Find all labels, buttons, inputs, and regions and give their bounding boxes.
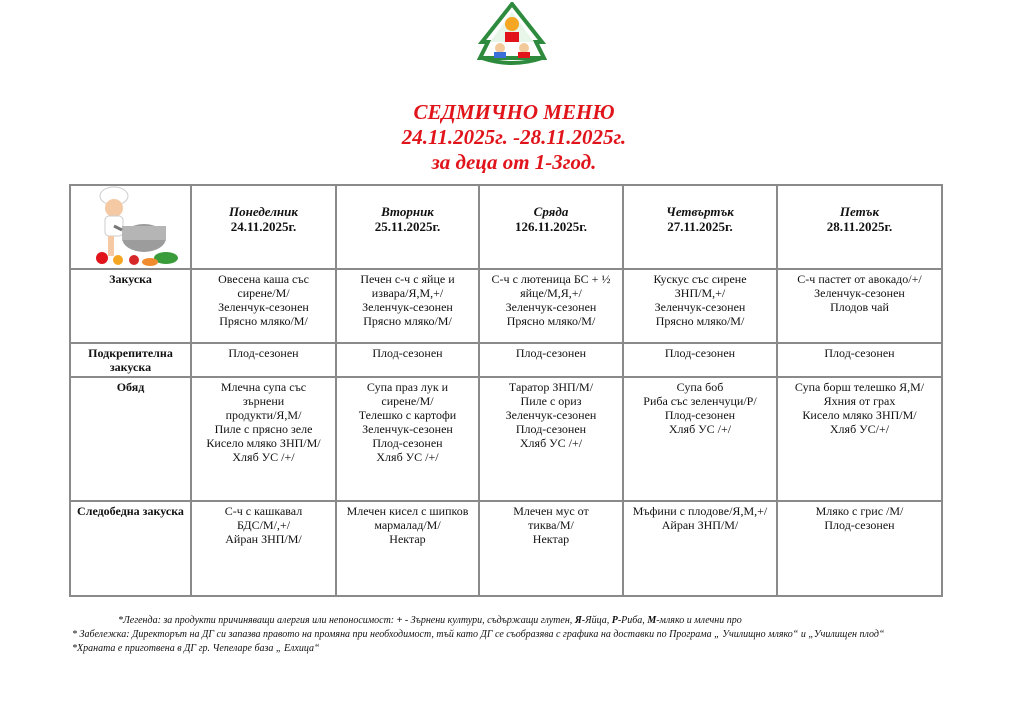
dish-line: Пиле с прясно зеле [214, 422, 313, 436]
dish-line: Супа праз лук и [366, 380, 449, 394]
dish-line: яйце/М,Я,+/ [520, 286, 582, 300]
menu-cell [623, 377, 777, 501]
dish-line: Яхния от грах [823, 394, 896, 408]
day-name: Вторник [381, 204, 434, 219]
dish-line: продукти/Я,М/ [225, 408, 302, 422]
day-header-wednesday [479, 185, 623, 269]
dish-line: Млечен кисел с шипков [346, 504, 469, 518]
day-header-thursday [623, 185, 777, 269]
dish-line: Прясно мляко/М/ [363, 314, 452, 328]
dish-line: Кисело мляко ЗНП/М/ [206, 436, 321, 450]
dish-line: Нектар [389, 532, 426, 546]
day-name: Сряда [533, 204, 569, 219]
footnotes [72, 614, 972, 656]
legend-ya-text: -Яйца, [581, 615, 612, 626]
dish-line: Хляб УС /+/ [668, 422, 732, 436]
dish-line: Зеленчук-сезонен [218, 300, 309, 314]
meal-row-snack [70, 343, 942, 377]
day-name: Понеделник [229, 204, 298, 219]
meal-label: Обяд [70, 377, 191, 501]
title-line-3: за деца от 1-3год. [431, 150, 597, 174]
meal-row-breakfast [70, 269, 942, 343]
header-row [70, 185, 942, 269]
menu-cell [777, 343, 942, 377]
dish-line: Зеленчук-сезонен [362, 422, 453, 436]
dish-line: Млечен мус от [513, 504, 589, 518]
day-date: 24.11.2025г. [230, 219, 297, 234]
legend-r-text: -Риба, [617, 615, 648, 626]
legend-prefix: Легенда: за продукти причиняващи алергия или непоносимост: [123, 615, 395, 626]
legend-m: М [647, 615, 657, 626]
dish-line: С-ч с лютеница БС + ½ [491, 272, 611, 286]
dish-line: Зеленчук-сезонен [814, 286, 905, 300]
menu-cell [191, 343, 336, 377]
day-header-monday [191, 185, 336, 269]
menu-cell [479, 501, 623, 596]
title-line-1: СЕДМИЧНО МЕНЮ [413, 100, 615, 124]
dish-line: Плод-сезонен [515, 422, 587, 436]
meal-label: Следобедна закуска [70, 501, 191, 596]
dish-line: Плод-сезонен [372, 436, 443, 450]
dish-line: Прясно мляко/М/ [655, 314, 745, 328]
dish-line: Плод-сезонен [824, 346, 895, 360]
director-note: * Забележка: Директорът на ДГ си запазва правото на промяна при необходимост, тъй като ДГ се съобразява с графика на доставки по Програма „ Училищно мляко“ и „Училищен плод“ [72, 629, 885, 640]
menu-cell [479, 377, 623, 501]
dish-line: Нектар [532, 532, 570, 546]
dish-line: Плод-сезонен [664, 346, 736, 360]
day-name: Четвъртък [666, 204, 734, 219]
dish-line: Супа борш телешко Я,М/ [794, 380, 925, 394]
weekly-menu-table [69, 184, 943, 597]
dish-line: Плодов чай [830, 300, 889, 314]
legend-m-text: -мляко и млечни про [656, 615, 742, 626]
dish-line: Плод-сезонен [228, 346, 299, 360]
day-date: 126.11.2025г. [515, 219, 587, 234]
dish-line: Хляб УС /+/ [232, 450, 295, 464]
menu-cell [336, 343, 479, 377]
dish-line: Хляб УС /+/ [376, 450, 439, 464]
kitchen-note: *Храната е приготвена в ДГ гр. Чепеларе база „ Елхица“ [72, 643, 320, 654]
menu-cell [191, 269, 336, 343]
dish-line: Айран ЗНП/М/ [661, 518, 739, 532]
dish-line: Печен с-ч с яйце и [360, 272, 455, 286]
menu-cell [777, 269, 942, 343]
menu-cell [623, 501, 777, 596]
day-name: Петък [839, 204, 880, 219]
dish-line: Хляб УС/+/ [829, 422, 890, 436]
dish-line: Зеленчук-сезонен [505, 300, 597, 314]
legend-plus: + [396, 615, 403, 626]
dish-line: Мляко с грис /М/ [815, 504, 904, 518]
dish-line: Овесена каша със [218, 272, 309, 286]
dish-line: Зеленчук-сезонен [362, 300, 453, 314]
dish-line: ЗНП/М,+/ [674, 286, 726, 300]
dish-line: сирене/М/ [381, 394, 434, 408]
menu-cell [336, 269, 479, 343]
menu-cell [479, 269, 623, 343]
dish-line: Плод-сезонен [372, 346, 443, 360]
chef-child-image-icon [74, 186, 188, 268]
dish-line: сирене/М/ [237, 286, 290, 300]
dish-line: зърнени [242, 394, 285, 408]
meal-label: Подкрепителна закуска [70, 343, 191, 377]
dish-line: Телешко с картофи [358, 408, 457, 422]
menu-cell [336, 501, 479, 596]
dish-line: С-ч с кашкавал [224, 504, 303, 518]
day-date: 28.11.2025г. [826, 219, 893, 234]
menu-cell [191, 377, 336, 501]
menu-cell [623, 343, 777, 377]
menu-cell [777, 377, 942, 501]
menu-cell [479, 343, 623, 377]
dish-line: Прясно мляко/М/ [219, 314, 308, 328]
dish-line: Мъфини с плодове/Я,М,+/ [632, 504, 768, 518]
dish-line: Плод-сезонен [515, 346, 587, 360]
dish-line: тиква/М/ [528, 518, 574, 532]
dish-line: Пиле с ориз [520, 394, 582, 408]
dish-line: Таратор ЗНП/М/ [508, 380, 594, 394]
meal-row-lunch [70, 377, 942, 501]
menu-cell [623, 269, 777, 343]
day-date: 27.11.2025г. [667, 219, 733, 234]
dish-line: Зеленчук-сезонен [505, 408, 597, 422]
legend-r: Р [611, 615, 618, 626]
chef-image-cell [70, 185, 191, 269]
dish-line: Прясно мляко/М/ [506, 314, 596, 328]
meal-label: Закуска [70, 269, 191, 343]
day-date: 25.11.2025г. [374, 219, 441, 234]
dish-line: Айран ЗНП/М/ [225, 532, 302, 546]
dish-line: Кисело мляко ЗНП/М/ [802, 408, 917, 422]
title-line-2: 24.11.2025г. -28.11.2025г. [401, 125, 627, 149]
dish-line: Плод-сезонен [824, 518, 895, 532]
dish-line: Млечна супа със [220, 380, 307, 394]
dish-line: извара/Я,М,+/ [371, 286, 444, 300]
meal-row-afternoon-snack [70, 501, 942, 596]
dish-line: Плод-сезонен [664, 408, 736, 422]
allergen-legend: *Легенда: за продукти причиняващи алергия или непоносимост: + - Зърнени култури, съдържащи глутен, Я-Яйца, Р-Риба, М-мляко и млечни про [118, 615, 742, 626]
dish-line: Супа боб [676, 380, 724, 394]
dish-line: Зеленчук-сезонен [654, 300, 746, 314]
menu-cell [777, 501, 942, 596]
day-header-tuesday [336, 185, 479, 269]
dish-line: Хляб УС /+/ [519, 436, 583, 450]
legend-plus-text: - Зърнени култури, съдържащи глутен, [402, 615, 575, 626]
dish-line: Риба със зеленчуци/Р/ [643, 394, 757, 408]
dish-line: БДС/М/,+/ [236, 518, 291, 532]
legend-ya: Я [574, 615, 582, 626]
dish-line: Кускус със сирене [653, 272, 747, 286]
menu-cell [336, 377, 479, 501]
menu-title [0, 100, 1024, 175]
dish-line: мармалад/М/ [374, 518, 441, 532]
menu-cell [191, 501, 336, 596]
day-header-friday [777, 185, 942, 269]
dish-line: С-ч пастет от авокадо/+/ [797, 272, 922, 286]
kindergarten-logo-icon [476, 2, 548, 70]
